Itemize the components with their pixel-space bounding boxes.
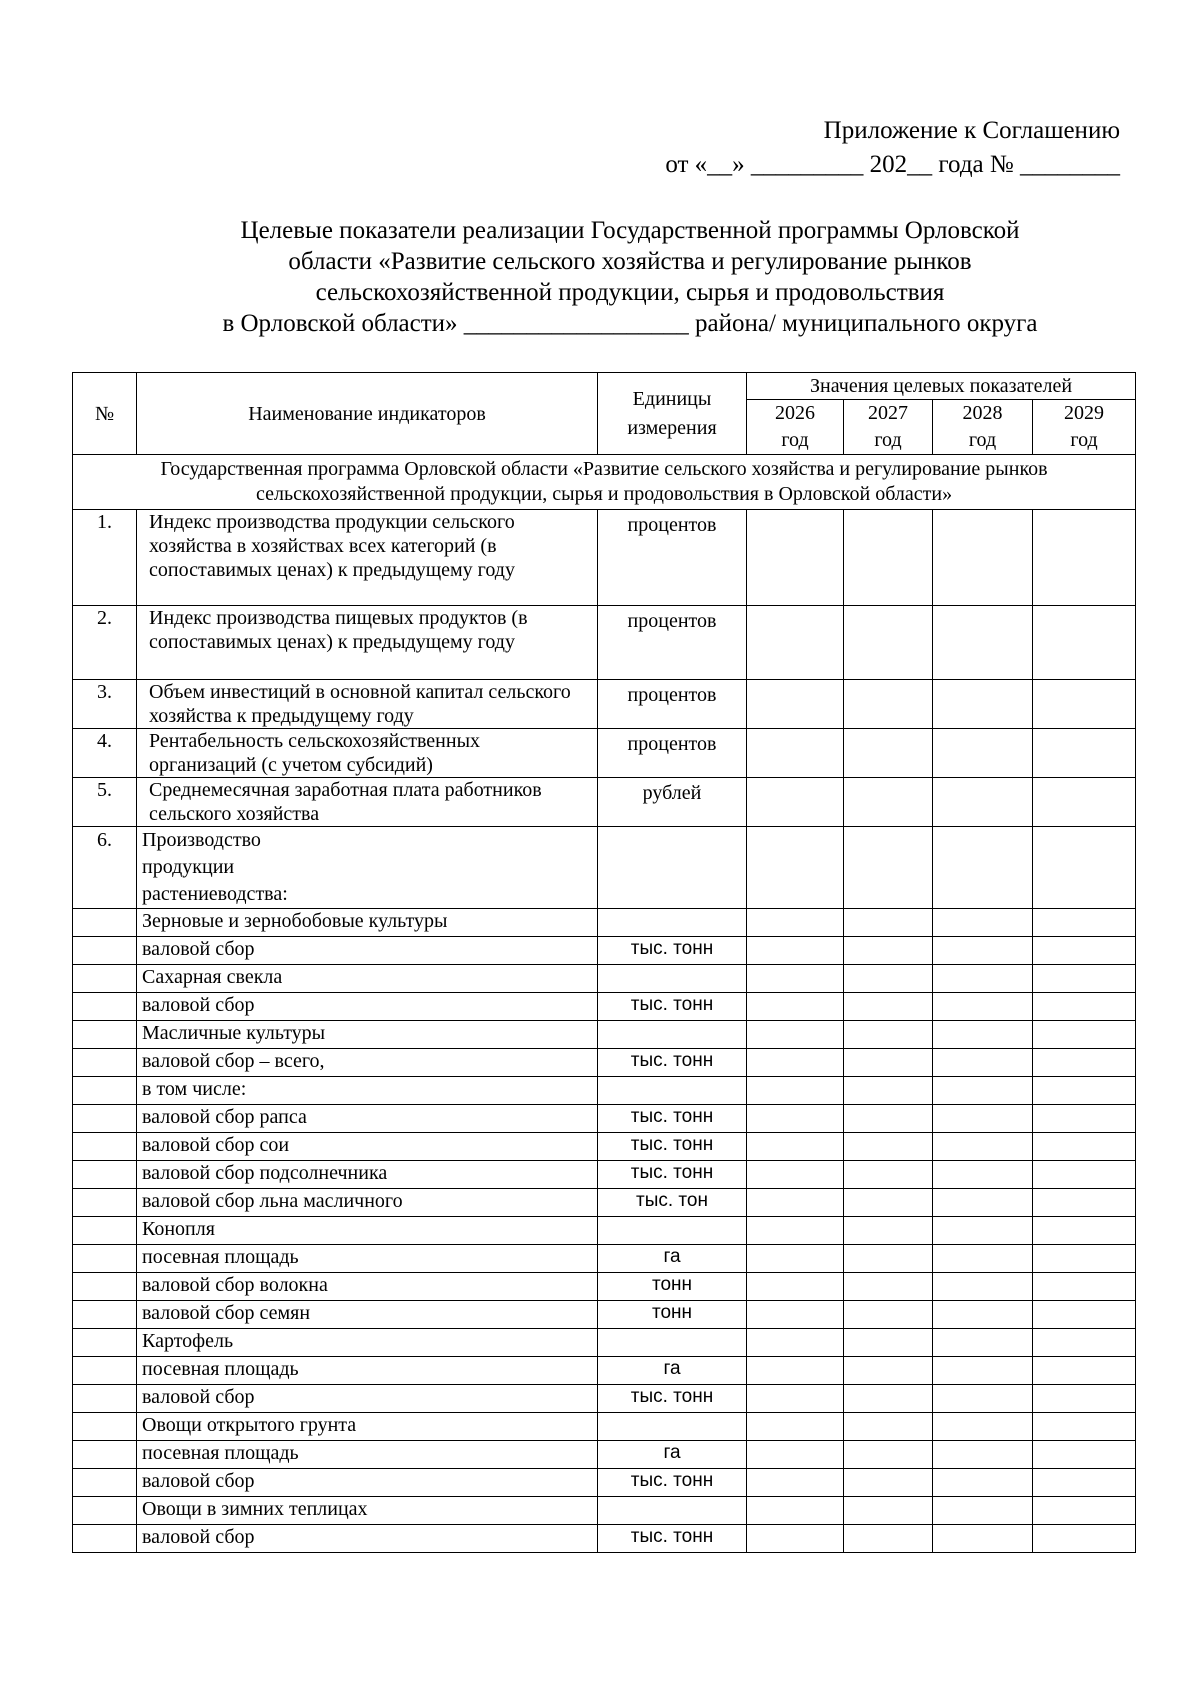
value-cell bbox=[844, 1525, 933, 1553]
value-cell bbox=[844, 1077, 933, 1105]
value-cell bbox=[933, 1357, 1033, 1385]
value-cell bbox=[747, 1273, 844, 1301]
value-cell bbox=[933, 1497, 1033, 1525]
document-title bbox=[130, 215, 1130, 339]
table-row bbox=[73, 1217, 1136, 1245]
row-number bbox=[73, 1329, 137, 1357]
year-label: 2028 bbox=[962, 402, 1003, 424]
program-title-cell: Государственная программа Орловской области «Развитие сельского хозяйства и регулирование рынков сельскохозяйственной продукции, сырья и продовольствия в Орловской области» bbox=[73, 455, 1136, 510]
row-number: 4. bbox=[73, 729, 137, 778]
table-row bbox=[73, 1385, 1136, 1413]
value-cell bbox=[933, 1133, 1033, 1161]
table-row bbox=[73, 1273, 1136, 1301]
value-cell bbox=[933, 993, 1033, 1021]
value-cell bbox=[1033, 1329, 1136, 1357]
value-cell bbox=[933, 778, 1033, 827]
table-row bbox=[73, 606, 1136, 680]
unit-cell: тонн bbox=[598, 1301, 747, 1329]
table-row bbox=[73, 1301, 1136, 1329]
value-cell bbox=[844, 993, 933, 1021]
row-number bbox=[73, 1525, 137, 1553]
row-number: 6. bbox=[73, 827, 137, 909]
indicator-name: валовой сбор рапса bbox=[137, 1105, 598, 1133]
indicator-name: посевная площадь bbox=[137, 1357, 598, 1385]
value-cell bbox=[1033, 1133, 1136, 1161]
unit-cell: га bbox=[598, 1245, 747, 1273]
value-cell bbox=[747, 1049, 844, 1077]
year-label: 2026 bbox=[775, 402, 815, 424]
year-suffix: год bbox=[874, 429, 902, 451]
indicator-name: валовой сбор bbox=[137, 1385, 598, 1413]
value-cell bbox=[844, 1329, 933, 1357]
value-cell bbox=[747, 680, 844, 729]
value-cell bbox=[933, 1161, 1033, 1189]
row-number bbox=[73, 1105, 137, 1133]
unit-cell bbox=[598, 1413, 747, 1441]
row-number bbox=[73, 937, 137, 965]
value-cell bbox=[747, 1413, 844, 1441]
row-number bbox=[73, 1049, 137, 1077]
unit-cell: тыс. тонн bbox=[598, 1525, 747, 1553]
indicator-name: валовой сбор bbox=[137, 937, 598, 965]
value-cell bbox=[747, 1217, 844, 1245]
value-cell bbox=[1033, 1021, 1136, 1049]
table-row bbox=[73, 1469, 1136, 1497]
indicator-name: валовой сбор bbox=[137, 1469, 598, 1497]
value-cell bbox=[844, 827, 933, 909]
value-cell bbox=[747, 1357, 844, 1385]
row-number bbox=[73, 1161, 137, 1189]
row-number bbox=[73, 1077, 137, 1105]
value-cell bbox=[933, 1217, 1033, 1245]
row-number: 3. bbox=[73, 680, 137, 729]
value-cell bbox=[933, 1301, 1033, 1329]
value-cell bbox=[844, 778, 933, 827]
title-line-4: в Орловской области» __________________ района/ муниципального округа bbox=[222, 310, 1038, 337]
unit-cell bbox=[598, 909, 747, 937]
value-cell bbox=[844, 1217, 933, 1245]
value-cell bbox=[933, 606, 1033, 680]
indicator-name: валовой сбор льна масличного bbox=[137, 1189, 598, 1217]
value-cell bbox=[1033, 1189, 1136, 1217]
value-cell bbox=[1033, 1301, 1136, 1329]
value-cell bbox=[933, 1385, 1033, 1413]
year-suffix: год bbox=[781, 429, 809, 451]
value-cell bbox=[747, 827, 844, 909]
program-row bbox=[73, 455, 1136, 510]
value-cell bbox=[747, 729, 844, 778]
table-row bbox=[73, 1189, 1136, 1217]
indicator-name: валовой сбор подсолнечника bbox=[137, 1161, 598, 1189]
category-name: Масличные культуры bbox=[137, 1021, 598, 1049]
header-year-2026 bbox=[747, 400, 844, 455]
value-cell bbox=[933, 680, 1033, 729]
row-number bbox=[73, 1217, 137, 1245]
value-cell bbox=[1033, 1077, 1136, 1105]
value-cell bbox=[844, 965, 933, 993]
category-name: Сахарная свекла bbox=[137, 965, 598, 993]
unit-cell bbox=[598, 1077, 747, 1105]
value-cell bbox=[747, 1301, 844, 1329]
value-cell bbox=[747, 606, 844, 680]
value-cell bbox=[1033, 1357, 1136, 1385]
value-cell bbox=[844, 1161, 933, 1189]
value-cell bbox=[844, 1245, 933, 1273]
row-number bbox=[73, 1413, 137, 1441]
row-number bbox=[73, 965, 137, 993]
row-number bbox=[73, 1133, 137, 1161]
value-cell bbox=[1033, 1497, 1136, 1525]
value-cell bbox=[747, 1077, 844, 1105]
header-values: Значения целевых показателей bbox=[747, 373, 1136, 400]
unit-cell: процентов bbox=[598, 680, 747, 729]
value-cell bbox=[747, 937, 844, 965]
table-row bbox=[73, 827, 1136, 909]
unit-cell: га bbox=[598, 1441, 747, 1469]
value-cell bbox=[844, 1105, 933, 1133]
indicator-name: валовой сбор – всего, bbox=[137, 1049, 598, 1077]
appendix-line-1: Приложение к Соглашению bbox=[823, 117, 1120, 144]
value-cell bbox=[844, 1133, 933, 1161]
table-row bbox=[73, 1525, 1136, 1553]
row-number: 5. bbox=[73, 778, 137, 827]
table-row bbox=[73, 909, 1136, 937]
value-cell bbox=[1033, 729, 1136, 778]
row-number bbox=[73, 1441, 137, 1469]
indicator-name: валовой сбор волокна bbox=[137, 1273, 598, 1301]
value-cell bbox=[933, 1469, 1033, 1497]
header-year-2027 bbox=[844, 400, 933, 455]
table-row bbox=[73, 1245, 1136, 1273]
appendix-line-2: от «__» _________ 202__ года № ________ bbox=[665, 151, 1120, 178]
indicator-name: Рентабельность сельскохозяйственных организаций (с учетом субсидий) bbox=[137, 729, 598, 778]
value-cell bbox=[1033, 606, 1136, 680]
indicator-name: Индекс производства пищевых продуктов (в сопоставимых ценах) к предыдущему году bbox=[137, 606, 598, 680]
value-cell bbox=[933, 909, 1033, 937]
value-cell bbox=[747, 1525, 844, 1553]
value-cell bbox=[747, 1441, 844, 1469]
year-label: 2029 bbox=[1064, 402, 1105, 424]
indicator-name: Объем инвестиций в основной капитал сельского хозяйства к предыдущему году bbox=[137, 680, 598, 729]
title-line-3: сельскохозяйственной продукции, сырья и продовольствия bbox=[315, 279, 945, 306]
value-cell bbox=[933, 1049, 1033, 1077]
table-row bbox=[73, 510, 1136, 606]
row-number bbox=[73, 1301, 137, 1329]
value-cell bbox=[747, 1021, 844, 1049]
row-number: 2. bbox=[73, 606, 137, 680]
table-row bbox=[73, 778, 1136, 827]
value-cell bbox=[747, 1497, 844, 1525]
row-number bbox=[73, 1189, 137, 1217]
value-cell bbox=[747, 1133, 844, 1161]
value-cell bbox=[844, 606, 933, 680]
title-line-1: Целевые показатели реализации Государственной программы Орловской bbox=[240, 217, 1020, 244]
row-number bbox=[73, 1273, 137, 1301]
indicators-table bbox=[72, 372, 1136, 1553]
title-line-2: области «Развитие сельского хозяйства и регулирование рынков bbox=[288, 248, 972, 275]
unit-cell: тыс. тонн bbox=[598, 1385, 747, 1413]
row-number bbox=[73, 1385, 137, 1413]
unit-cell bbox=[598, 827, 747, 909]
value-cell bbox=[747, 909, 844, 937]
value-cell bbox=[844, 937, 933, 965]
value-cell bbox=[844, 1049, 933, 1077]
value-cell bbox=[933, 1525, 1033, 1553]
value-cell bbox=[747, 1105, 844, 1133]
value-cell bbox=[1033, 1217, 1136, 1245]
value-cell bbox=[1033, 1245, 1136, 1273]
unit-cell bbox=[598, 1497, 747, 1525]
row-number bbox=[73, 1497, 137, 1525]
value-cell bbox=[1033, 1385, 1136, 1413]
table-row bbox=[73, 1413, 1136, 1441]
indicator-name: Индекс производства продукции сельского хозяйства в хозяйствах всех категорий (в сопоставимых ценах) к предыдущему году bbox=[137, 510, 598, 606]
value-cell bbox=[933, 1021, 1033, 1049]
value-cell bbox=[933, 965, 1033, 993]
value-cell bbox=[844, 1189, 933, 1217]
value-cell bbox=[933, 1105, 1033, 1133]
header-year-2028 bbox=[933, 400, 1033, 455]
value-cell bbox=[844, 1385, 933, 1413]
value-cell bbox=[1033, 1105, 1136, 1133]
unit-cell bbox=[598, 965, 747, 993]
value-cell bbox=[747, 1189, 844, 1217]
value-cell bbox=[1033, 909, 1136, 937]
unit-cell: процентов bbox=[598, 510, 747, 606]
appendix-header bbox=[665, 114, 1120, 182]
value-cell bbox=[844, 729, 933, 778]
value-cell bbox=[1033, 827, 1136, 909]
value-cell bbox=[933, 1189, 1033, 1217]
value-cell bbox=[747, 778, 844, 827]
unit-cell: тыс. тонн bbox=[598, 1469, 747, 1497]
value-cell bbox=[844, 1497, 933, 1525]
row-number bbox=[73, 1245, 137, 1273]
year-label: 2027 bbox=[868, 402, 908, 424]
value-cell bbox=[1033, 1413, 1136, 1441]
value-cell bbox=[933, 937, 1033, 965]
header-name: Наименование индикаторов bbox=[137, 373, 598, 455]
value-cell bbox=[1033, 993, 1136, 1021]
indicator-name: посевная площадь bbox=[137, 1245, 598, 1273]
value-cell bbox=[844, 1273, 933, 1301]
value-cell bbox=[1033, 1441, 1136, 1469]
unit-cell: тыс. тонн bbox=[598, 1105, 747, 1133]
unit-cell: тыс. тонн bbox=[598, 1049, 747, 1077]
value-cell bbox=[1033, 510, 1136, 606]
value-cell bbox=[844, 1301, 933, 1329]
value-cell bbox=[844, 1413, 933, 1441]
unit-cell: процентов bbox=[598, 606, 747, 680]
table-body bbox=[73, 455, 1136, 1553]
category-name: Конопля bbox=[137, 1217, 598, 1245]
row-number bbox=[73, 1021, 137, 1049]
value-cell bbox=[933, 510, 1033, 606]
table-row bbox=[73, 1021, 1136, 1049]
unit-cell: га bbox=[598, 1357, 747, 1385]
row-number bbox=[73, 993, 137, 1021]
value-cell bbox=[1033, 1469, 1136, 1497]
category-name: Овощи в зимних теплицах bbox=[137, 1497, 598, 1525]
value-cell bbox=[1033, 1525, 1136, 1553]
unit-cell: тыс. тонн bbox=[598, 1161, 747, 1189]
row-number bbox=[73, 1469, 137, 1497]
value-cell bbox=[933, 1413, 1033, 1441]
unit-cell: тыс. тонн bbox=[598, 937, 747, 965]
value-cell bbox=[844, 909, 933, 937]
value-cell bbox=[747, 993, 844, 1021]
indicator-name: валовой сбор bbox=[137, 1525, 598, 1553]
table-row bbox=[73, 1441, 1136, 1469]
unit-cell bbox=[598, 1217, 747, 1245]
category-name: Овощи открытого грунта bbox=[137, 1413, 598, 1441]
value-cell bbox=[933, 1441, 1033, 1469]
value-cell bbox=[933, 827, 1033, 909]
value-cell bbox=[933, 1329, 1033, 1357]
value-cell bbox=[747, 1469, 844, 1497]
category-name: Картофель bbox=[137, 1329, 598, 1357]
table-row bbox=[73, 1329, 1136, 1357]
category-name: Зерновые и зернобобовые культуры bbox=[137, 909, 598, 937]
value-cell bbox=[747, 510, 844, 606]
value-cell bbox=[1033, 1273, 1136, 1301]
indicator-name: Среднемесячная заработная плата работников сельского хозяйства bbox=[137, 778, 598, 827]
year-suffix: год bbox=[1070, 429, 1098, 451]
header-unit: Единицы измерения bbox=[598, 373, 747, 455]
table-row bbox=[73, 1077, 1136, 1105]
unit-cell: тыс. тонн bbox=[598, 1133, 747, 1161]
table-row bbox=[73, 965, 1136, 993]
value-cell bbox=[844, 1021, 933, 1049]
table-row bbox=[73, 680, 1136, 729]
table-row bbox=[73, 937, 1136, 965]
table-row bbox=[73, 1133, 1136, 1161]
unit-cell: тыс. тонн bbox=[598, 993, 747, 1021]
value-cell bbox=[1033, 1161, 1136, 1189]
row-number bbox=[73, 1357, 137, 1385]
table-row bbox=[73, 993, 1136, 1021]
table-row bbox=[73, 729, 1136, 778]
value-cell bbox=[933, 729, 1033, 778]
value-cell bbox=[1033, 680, 1136, 729]
value-cell bbox=[844, 510, 933, 606]
row-number: 1. bbox=[73, 510, 137, 606]
unit-cell: тонн bbox=[598, 1273, 747, 1301]
value-cell bbox=[1033, 965, 1136, 993]
header-year-2029 bbox=[1033, 400, 1136, 455]
indicator-name: в том числе: bbox=[137, 1077, 598, 1105]
value-cell bbox=[844, 1469, 933, 1497]
value-cell bbox=[844, 1441, 933, 1469]
table-row bbox=[73, 1105, 1136, 1133]
row-number bbox=[73, 909, 137, 937]
table-row bbox=[73, 1357, 1136, 1385]
year-suffix: год bbox=[968, 429, 997, 451]
table-row bbox=[73, 1161, 1136, 1189]
value-cell bbox=[933, 1077, 1033, 1105]
indicator-name: валовой сбор семян bbox=[137, 1301, 598, 1329]
value-cell bbox=[747, 1385, 844, 1413]
unit-cell: процентов bbox=[598, 729, 747, 778]
unit-cell bbox=[598, 1329, 747, 1357]
value-cell bbox=[747, 965, 844, 993]
value-cell bbox=[844, 1357, 933, 1385]
value-cell bbox=[844, 680, 933, 729]
value-cell bbox=[1033, 1049, 1136, 1077]
value-cell bbox=[933, 1273, 1033, 1301]
unit-cell: рублей bbox=[598, 778, 747, 827]
value-cell bbox=[1033, 937, 1136, 965]
indicator-name: валовой сбор сои bbox=[137, 1133, 598, 1161]
unit-cell: тыс. тон bbox=[598, 1189, 747, 1217]
indicator-name: валовой сбор bbox=[137, 993, 598, 1021]
indicator-name: посевная площадь bbox=[137, 1441, 598, 1469]
unit-cell bbox=[598, 1021, 747, 1049]
table-row bbox=[73, 1497, 1136, 1525]
value-cell bbox=[747, 1161, 844, 1189]
value-cell bbox=[747, 1329, 844, 1357]
table-row bbox=[73, 1049, 1136, 1077]
header-num: № bbox=[73, 373, 137, 455]
value-cell bbox=[933, 1245, 1033, 1273]
value-cell bbox=[747, 1245, 844, 1273]
indicator-name: Производство продукции растениеводства: bbox=[137, 827, 598, 909]
value-cell bbox=[1033, 778, 1136, 827]
